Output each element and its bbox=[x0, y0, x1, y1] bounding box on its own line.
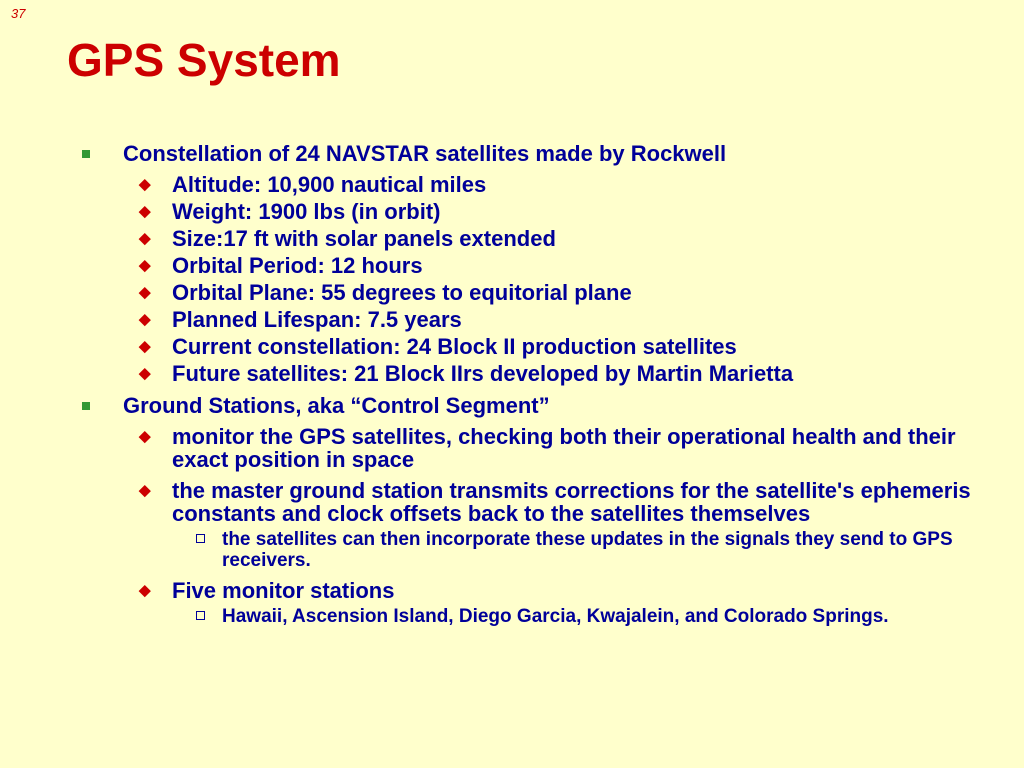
bullet-ground-stations bbox=[0, 393, 1024, 419]
sub-bullet bbox=[0, 227, 1024, 250]
sub-bullet-text: Five monitor stations bbox=[172, 578, 395, 603]
diamond-bullet-icon: ◆ bbox=[139, 203, 151, 220]
slide-content bbox=[0, 141, 1024, 635]
diamond-bullet-icon: ◆ bbox=[139, 284, 151, 301]
diamond-bullet-icon: ◆ bbox=[139, 230, 151, 247]
sub-bullet-text: Planned Lifespan: 7.5 years bbox=[172, 307, 462, 332]
sub-bullet bbox=[0, 173, 1024, 196]
diamond-bullet-icon: ◆ bbox=[139, 482, 151, 499]
square-bullet-icon bbox=[82, 150, 90, 158]
diamond-bullet-icon: ◆ bbox=[139, 257, 151, 274]
slide-title: GPS System bbox=[67, 34, 341, 86]
sub-bullet bbox=[0, 308, 1024, 331]
diamond-bullet-icon: ◆ bbox=[139, 428, 151, 445]
sub-bullet-text: Orbital Plane: 55 degrees to equitorial plane bbox=[172, 280, 632, 305]
sub-bullet-text: monitor the GPS satellites, checking both their operational health and their exact position in space bbox=[172, 424, 956, 472]
sub-bullet bbox=[0, 362, 1024, 385]
sub-bullet bbox=[0, 200, 1024, 223]
diamond-bullet-icon: ◆ bbox=[139, 582, 151, 599]
sub-bullet bbox=[0, 281, 1024, 304]
sub-sub-bullet-text: the satellites can then incorporate these updates in the signals they send to GPS receivers. bbox=[222, 529, 953, 571]
sub-bullet-text: the master ground station transmits corrections for the satellite's ephemeris constants and clock offsets back to the satellites themselves bbox=[172, 478, 971, 526]
sub-bullet-text: Future satellites: 21 Block IIrs developed by Martin Marietta bbox=[172, 361, 794, 386]
sub-bullet bbox=[0, 425, 1024, 471]
hollow-square-bullet-icon bbox=[196, 534, 205, 543]
diamond-bullet-icon: ◆ bbox=[139, 176, 151, 193]
slide-number: 37 bbox=[11, 6, 26, 21]
hollow-square-bullet-icon bbox=[196, 611, 205, 620]
bullet-text: Constellation of 24 NAVSTAR satellites made by Rockwell bbox=[123, 141, 727, 166]
sub-bullet-text: Orbital Period: 12 hours bbox=[172, 253, 423, 278]
square-bullet-icon bbox=[82, 402, 90, 410]
sub-bullet-text: Current constellation: 24 Block II production satellites bbox=[172, 334, 737, 359]
bullet-constellation bbox=[0, 141, 1024, 167]
sub-bullet-text: Altitude: 10,900 nautical miles bbox=[172, 172, 487, 197]
sub-sub-bullet bbox=[0, 529, 1024, 571]
sub-bullet bbox=[0, 254, 1024, 277]
sub-bullet-text: Weight: 1900 lbs (in orbit) bbox=[172, 199, 441, 224]
sub-sub-bullet bbox=[0, 606, 1024, 627]
diamond-bullet-icon: ◆ bbox=[139, 365, 151, 382]
sub-bullet-text: Size:17 ft with solar panels extended bbox=[172, 226, 556, 251]
sub-bullet bbox=[0, 335, 1024, 358]
diamond-bullet-icon: ◆ bbox=[139, 311, 151, 328]
sub-sub-bullet-text: Hawaii, Ascension Island, Diego Garcia, Kwajalein, and Colorado Springs. bbox=[222, 606, 889, 627]
diamond-bullet-icon: ◆ bbox=[139, 338, 151, 355]
sub-bullet bbox=[0, 479, 1024, 525]
sub-bullet bbox=[0, 579, 1024, 602]
bullet-text: Ground Stations, aka “Control Segment” bbox=[123, 393, 550, 418]
